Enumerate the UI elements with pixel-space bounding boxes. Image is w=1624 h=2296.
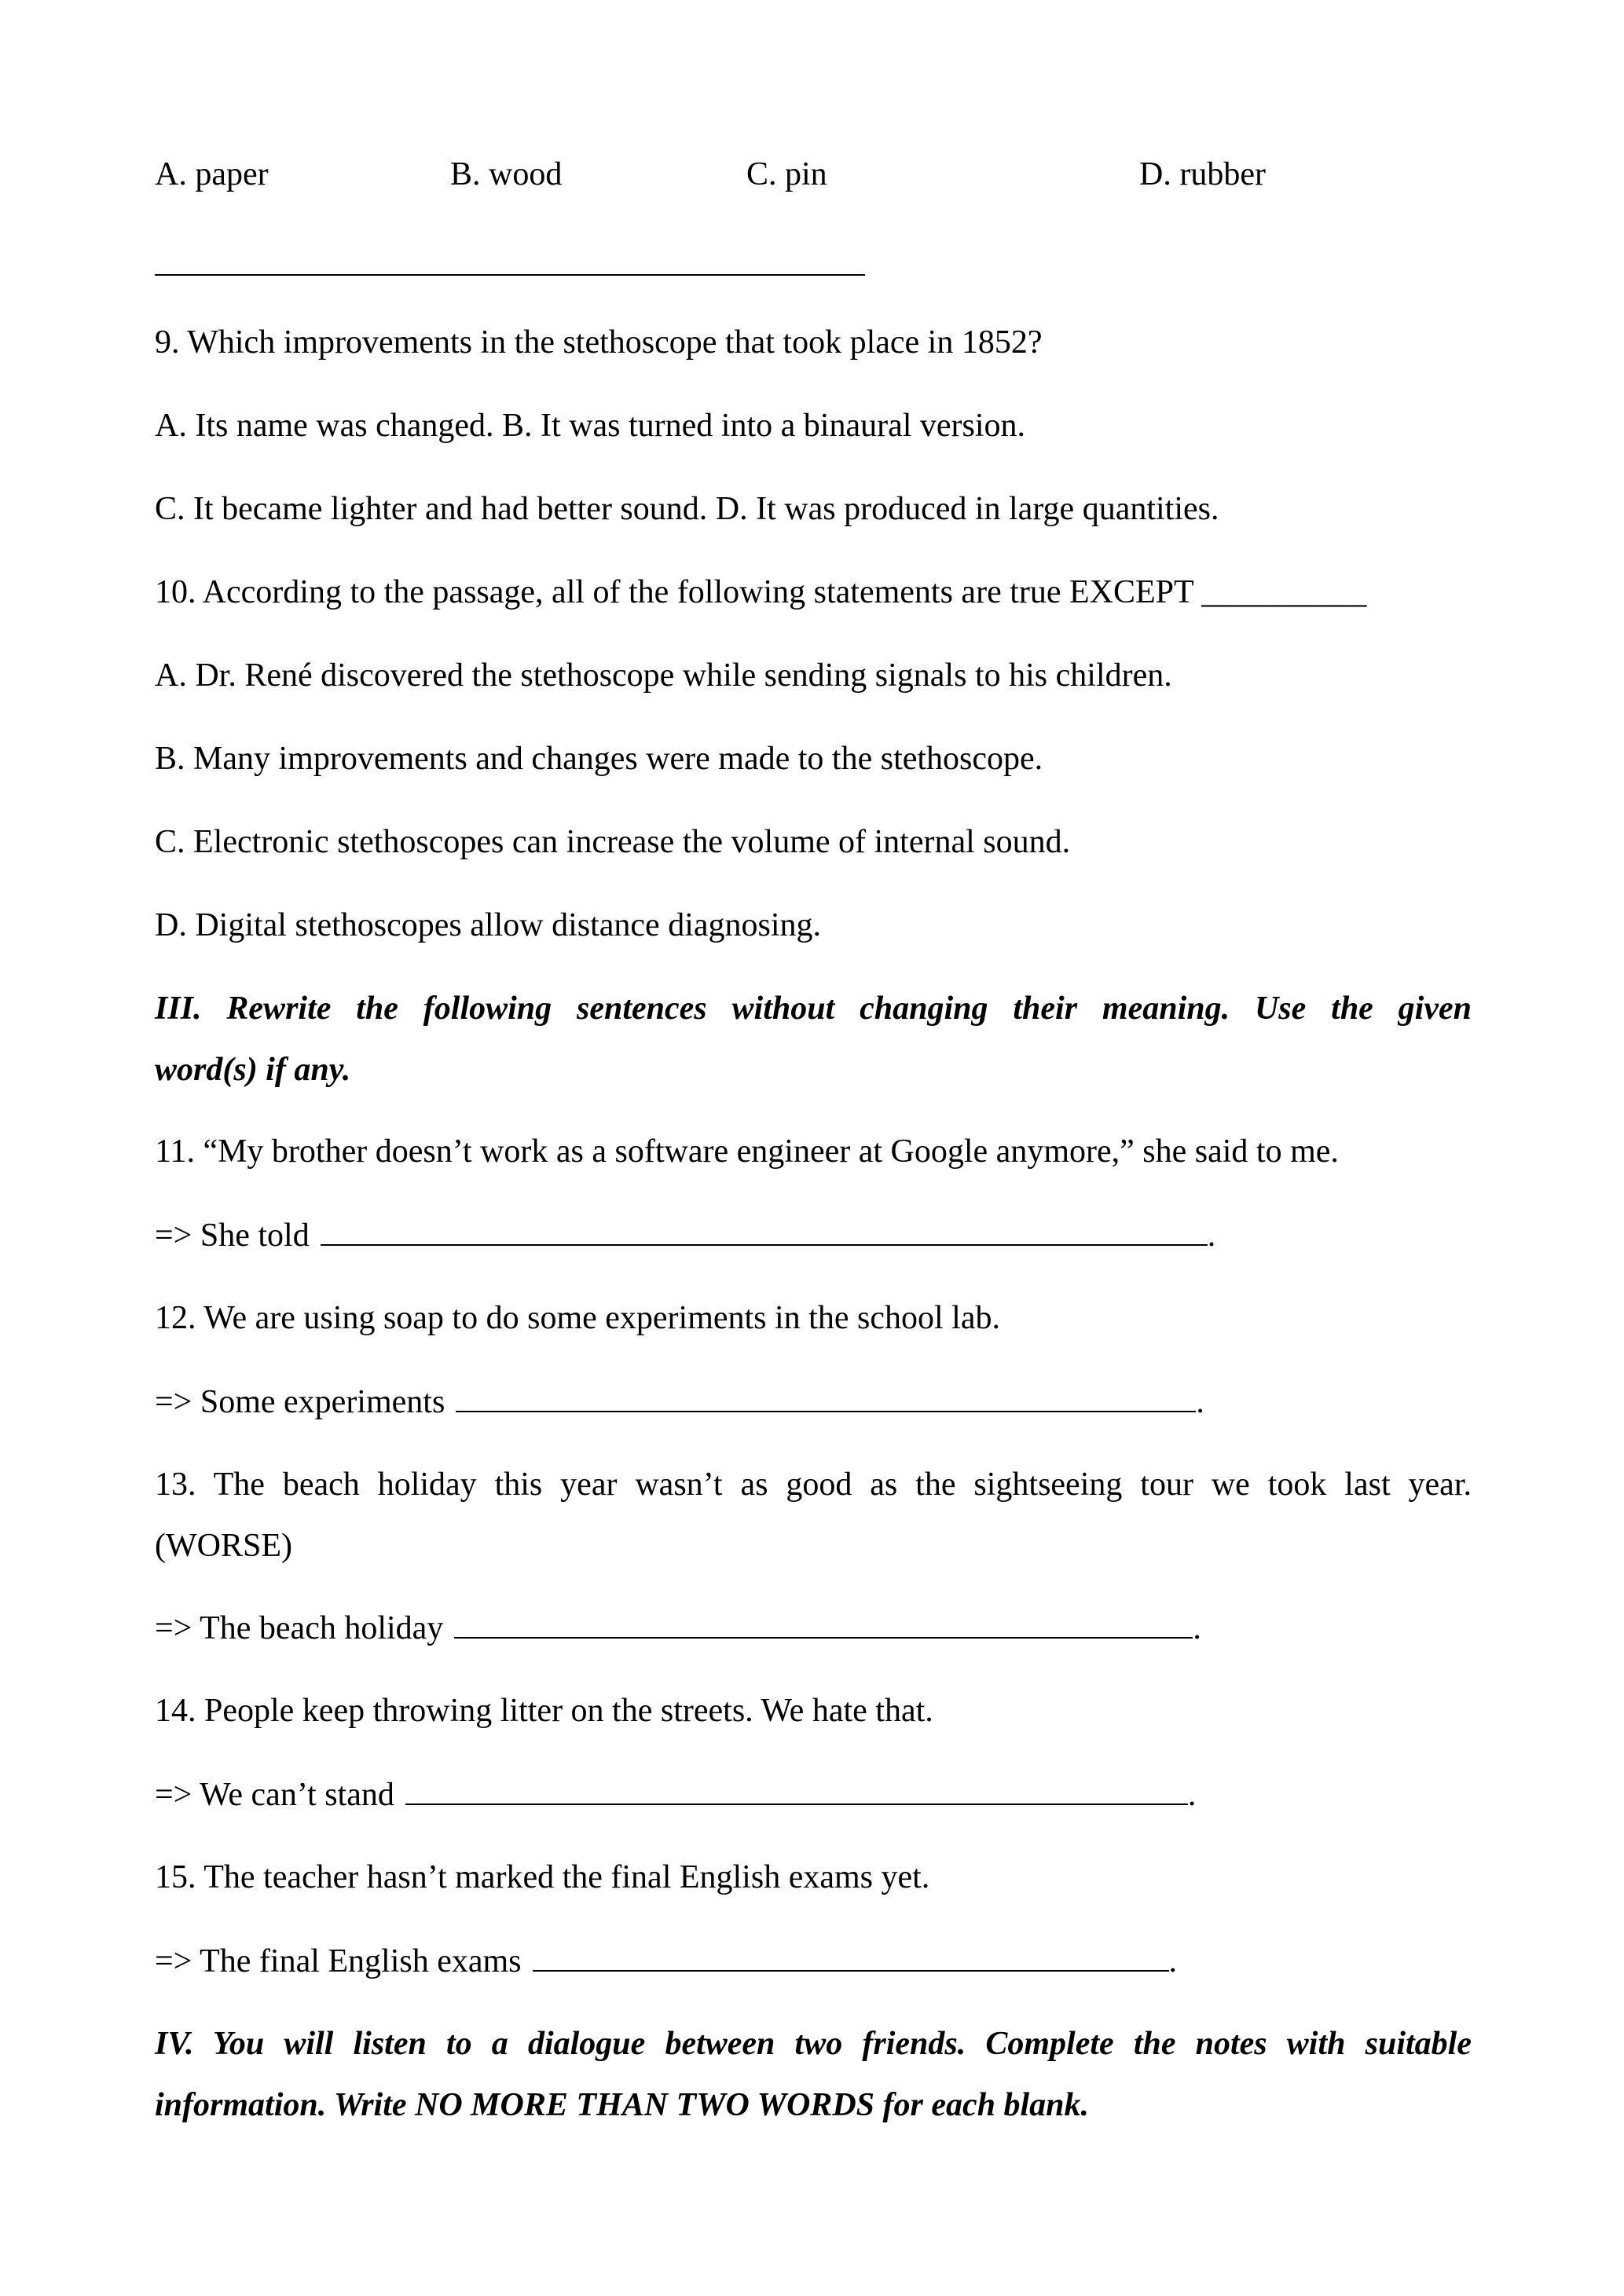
q15-prompt: => The final English exams [155, 1943, 522, 1979]
q14-answer-row [155, 1775, 1196, 1814]
q9-options-ab: A. Its name was changed. B. It was turned into a binaural version. [155, 408, 1026, 444]
section-3-heading-line1: III. Rewrite the following sentences without changing their meaning. Use the given [155, 991, 1472, 1027]
q11-answer-blank[interactable] [321, 1216, 1208, 1246]
q12-prompt: => Some experiments [155, 1384, 445, 1420]
q14-answer-blank[interactable] [405, 1775, 1188, 1805]
q11-prompt: => She told [155, 1218, 310, 1254]
q10-option-a: A. Dr. René discovered the stethoscope while sending signals to his children. [155, 657, 1172, 694]
q14-end: . [1187, 1777, 1197, 1813]
section-4-heading-line1: IV. You will listen to a dialogue between two friends. Complete the notes with suitable [155, 2026, 1472, 2062]
q13-end: . [1193, 1610, 1201, 1646]
section-3-heading-line2: word(s) if any. [155, 1052, 351, 1088]
q15-answer-row [155, 1942, 1177, 1980]
q8-option-a: A. paper [155, 156, 269, 192]
q13-answer-row [155, 1609, 1201, 1647]
q11-answer-row [155, 1216, 1215, 1254]
q12-answer-row [155, 1382, 1204, 1421]
q11-sentence: 11. “My brother doesn’t work as a software engineer at Google anymore,” she said to me. [155, 1133, 1339, 1170]
q8-option-c: C. pin [746, 156, 827, 192]
section-4-heading-line2: information. Write NO MORE THAN TWO WORDS for each blank. [155, 2087, 1090, 2123]
q13-sentence-line1: 13. The beach holiday this year wasn’t as good as the sightseeing tour we took last year. [155, 1467, 1472, 1503]
q8-option-d: D. rubber [1139, 156, 1266, 192]
q11-end: . [1207, 1218, 1216, 1254]
q9-options-cd: C. It became lighter and had better sound. D. It was produced in large quantities. [155, 491, 1219, 527]
q10-option-c: C. Electronic stethoscopes can increase the volume of internal sound. [155, 824, 1071, 860]
answer-blank-line[interactable] [155, 274, 865, 276]
q12-end: . [1196, 1384, 1204, 1420]
q15-end: . [1168, 1943, 1178, 1979]
q15-answer-blank[interactable] [533, 1942, 1169, 1972]
q10-question: 10. According to the passage, all of the following statements are true EXCEPT __________ [155, 574, 1367, 610]
q15-sentence: 15. The teacher hasn’t marked the final English exams yet. [155, 1859, 930, 1895]
q13-sentence-line2: (WORSE) [155, 1528, 292, 1564]
q9-question: 9. Which improvements in the stethoscope that took place in 1852? [155, 324, 1043, 361]
q14-sentence: 14. People keep throwing litter on the streets. We hate that. [155, 1693, 933, 1729]
q10-option-b: B. Many improvements and changes were made to the stethoscope. [155, 741, 1043, 777]
q12-answer-blank[interactable] [456, 1382, 1196, 1412]
q13-answer-blank[interactable] [454, 1609, 1193, 1639]
q8-option-b: B. wood [450, 156, 563, 192]
q13-prompt: => The beach holiday [155, 1610, 444, 1646]
q10-option-d: D. Digital stethoscopes allow distance diagnosing. [155, 907, 822, 943]
q12-sentence: 12. We are using soap to do some experiments in the school lab. [155, 1300, 1000, 1336]
q14-prompt: => We can’t stand [155, 1777, 394, 1813]
